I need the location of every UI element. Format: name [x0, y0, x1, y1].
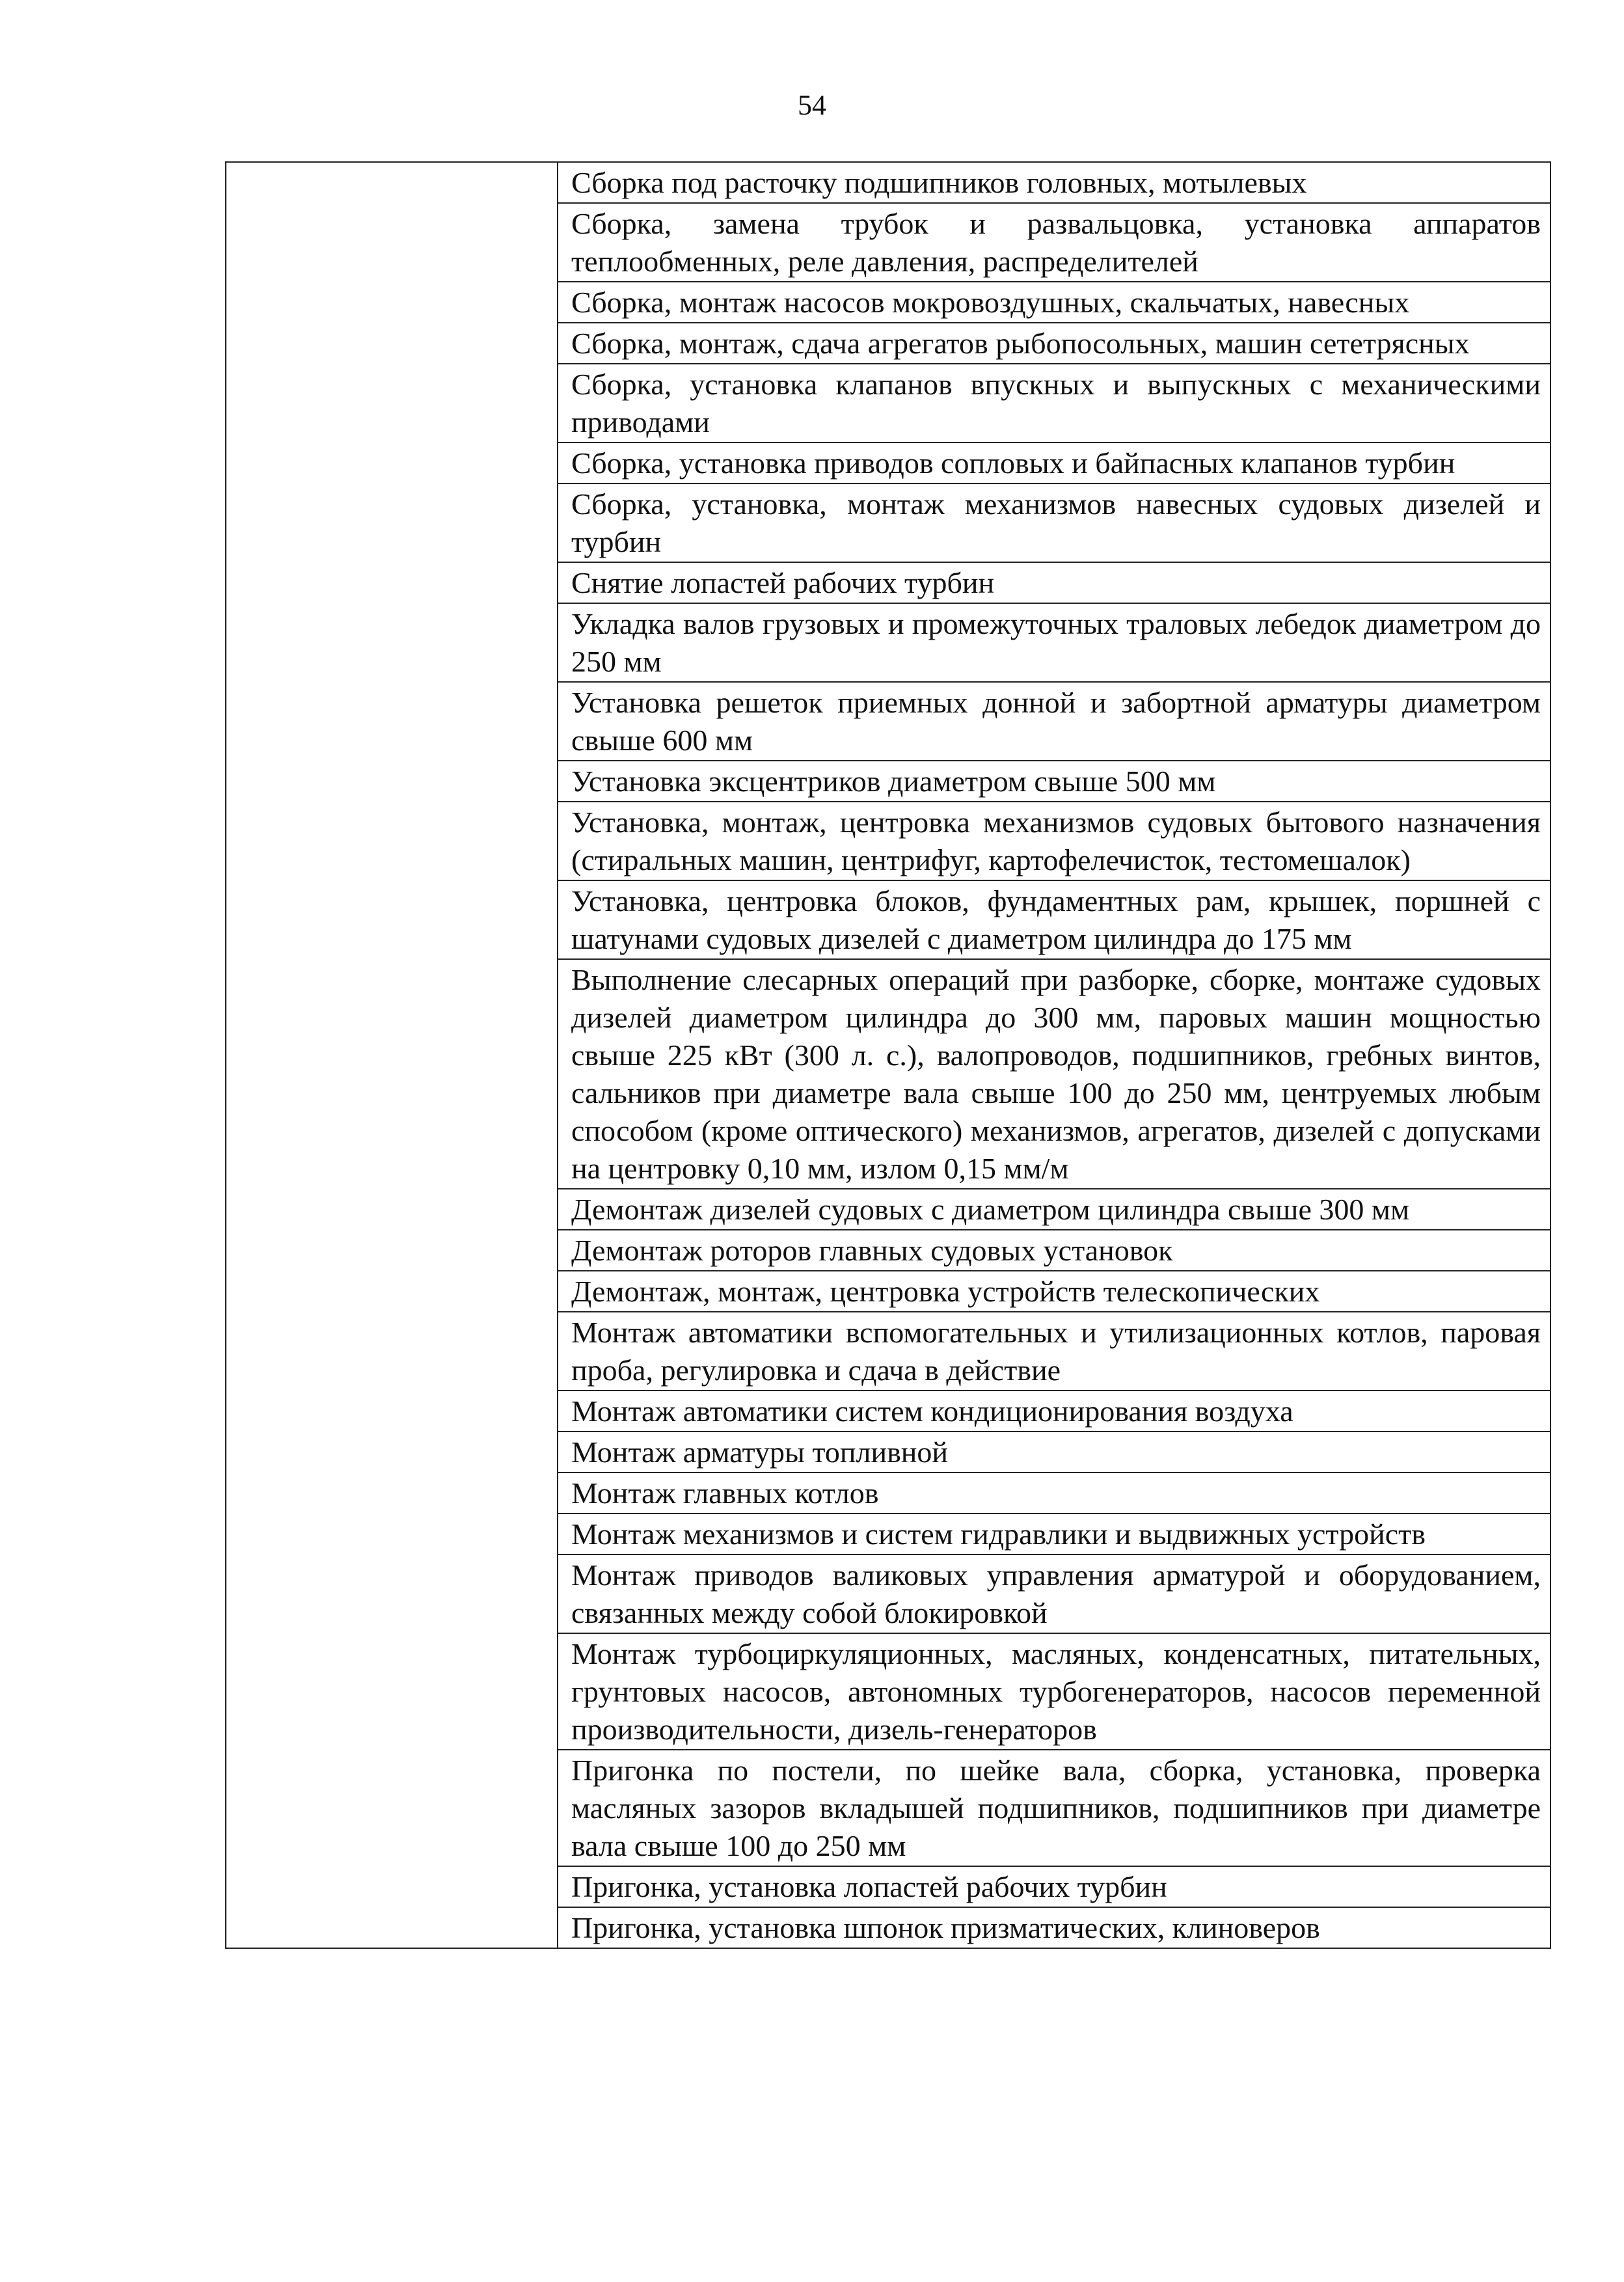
row-text: Пригонка по постели, по шейке вала, сборка, установка, проверка масляных зазоров вкладышей подшипников, подшипников при диаметре вала свыше 100 до 250 мм	[571, 1754, 1541, 1862]
left-column-cell	[226, 162, 558, 1948]
table-cell	[558, 1555, 1550, 1633]
table-cell	[558, 1189, 1550, 1230]
row-text: Монтаж арматуры топливной	[571, 1435, 949, 1469]
table-cell	[558, 323, 1550, 364]
row-text: Выполнение слесарных операций при разборке, сборке, монтаже судовых дизелей диаметром цилиндра до 300 мм, паровых машин мощностью свыше 225 кВт (300 л. с.), валопроводов, подшипников, гребных винтов, сальников при диаметре вала свыше 100 до 250 мм, центруемых любым способом (кроме оптического) механизмов, агрегатов, дизелей с допусками на центровку 0,10 мм, излом 0,15 мм/м	[571, 963, 1541, 1185]
table-cell	[558, 1271, 1550, 1312]
table-cell	[558, 1750, 1550, 1866]
row-text: Монтаж автоматики вспомогательных и утилизационных котлов, паровая проба, регулировка и сдача в действие	[571, 1316, 1541, 1387]
row-text: Установка, центровка блоков, фундаментных рам, крышек, поршней с шатунами судовых дизелей с диаметром цилиндра до 175 мм	[571, 884, 1541, 955]
table-cell	[558, 802, 1550, 880]
table-cell	[558, 1866, 1550, 1907]
table-cell	[558, 603, 1550, 682]
row-text: Установка, монтаж, центровка механизмов судовых бытового назначения (стиральных машин, центрифуг, картофелечисток, тестомешалок)	[571, 806, 1541, 876]
table-cell	[558, 1907, 1550, 1948]
row-text: Снятие лопастей рабочих турбин	[571, 566, 995, 599]
row-text: Демонтаж, монтаж, центровка устройств телескопических	[571, 1275, 1320, 1308]
table-cell	[558, 562, 1550, 603]
row-text: Монтаж приводов валиковых управления арматурой и оборудованием, связанных между собой блокировкой	[571, 1558, 1541, 1629]
row-text: Установка решеток приемных донной и забортной арматуры диаметром свыше 600 мм	[571, 686, 1541, 757]
table-cell	[558, 1391, 1550, 1432]
row-text: Укладка валов грузовых и промежуточных траловых лебедок диаметром до 250 мм	[571, 607, 1541, 678]
row-text: Демонтаж роторов главных судовых установок	[571, 1234, 1173, 1267]
table-row	[226, 162, 1550, 203]
table-cell	[558, 162, 1550, 203]
table-cell	[558, 959, 1550, 1189]
table-cell	[558, 442, 1550, 483]
table-cell	[558, 761, 1550, 802]
table-cell	[558, 1230, 1550, 1271]
table-cell	[558, 880, 1550, 959]
row-text: Сборка, монтаж насосов мокровоздушных, скальчатых, навесных	[571, 286, 1410, 319]
row-text: Монтаж главных котлов	[571, 1476, 879, 1510]
table-cell	[558, 483, 1550, 562]
row-text: Монтаж турбоциркуляционных, масляных, конденсатных, питательных, грунтовых насосов, автономных турбогенераторов, насосов переменной производительности, дизель-генераторов	[571, 1637, 1541, 1746]
row-text: Сборка, монтаж, сдача агрегатов рыбопосольных, машин сететрясных	[571, 327, 1470, 360]
row-text: Сборка, установка, монтаж механизмов навесных судовых дизелей и турбин	[571, 487, 1541, 558]
table-cell	[558, 203, 1550, 282]
row-text: Монтаж механизмов и систем гидравлики и выдвижных устройств	[571, 1517, 1426, 1551]
table-cell	[558, 1514, 1550, 1555]
row-text: Сборка, установка приводов сопловых и байпасных клапанов турбин	[571, 446, 1455, 480]
table-cell	[558, 1432, 1550, 1473]
row-text: Демонтаж дизелей судовых с диаметром цилиндра свыше 300 мм	[571, 1193, 1410, 1226]
row-text: Установка эксцентриков диаметром свыше 500 мм	[571, 765, 1216, 798]
work-list-table	[225, 161, 1551, 1949]
table-cell	[558, 1633, 1550, 1750]
row-text: Пригонка, установка лопастей рабочих турбин	[571, 1870, 1167, 1903]
table-cell	[558, 1312, 1550, 1391]
table-cell	[558, 682, 1550, 761]
row-text: Сборка, замена трубок и развальцовка, установка аппаратов теплообменных, реле давления, распределителей	[571, 207, 1541, 278]
page-number: 54	[798, 89, 826, 121]
row-text: Пригонка, установка шпонок призматических, клиноверов	[571, 1911, 1320, 1944]
table-cell	[558, 364, 1550, 442]
row-text: Сборка под расточку подшипников головных, мотылевых	[571, 166, 1307, 199]
table-cell	[558, 1473, 1550, 1514]
table-cell	[558, 282, 1550, 323]
row-text: Монтаж автоматики систем кондиционирования воздуха	[571, 1394, 1293, 1428]
row-text: Сборка, установка клапанов впускных и выпускных с механическими приводами	[571, 368, 1541, 439]
